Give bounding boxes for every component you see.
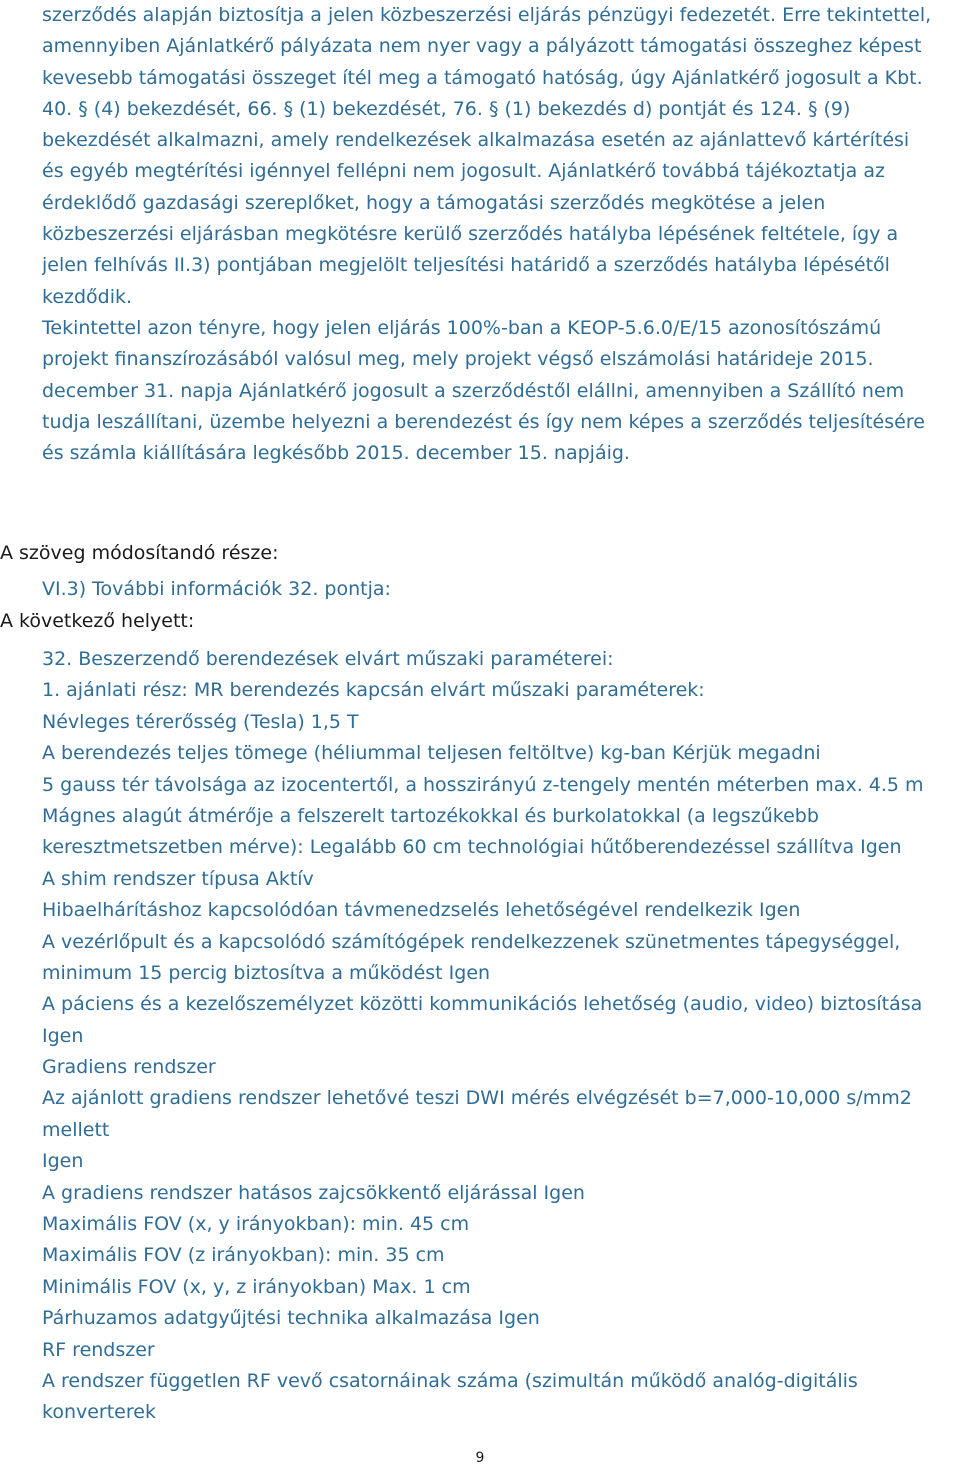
spec-line: RF rendszer xyxy=(42,1338,155,1361)
intro-paragraph xyxy=(42,0,942,469)
spec-line: A vezérlőpult és a kapcsolódó számítógépek rendelkezzenek szünetmentes tápegységgel, xyxy=(42,930,901,953)
spec-line: Az ajánlott gradiens rendszer lehetővé teszi DWI mérés elvégzését b=7,000-10,000 s/mm2 xyxy=(42,1087,912,1110)
spec-line: 1. ajánlati rész: MR berendezés kapcsán elvárt műszaki paraméterek: xyxy=(42,679,705,702)
spec-line: A páciens és a kezelőszemélyzet közötti kommunikációs lehetőség (audio, video) biztosítása xyxy=(42,993,923,1016)
heading-instead: A következő helyett: xyxy=(0,610,195,632)
spec-line: Névleges térerősség (Tesla) 1,5 T xyxy=(42,710,359,733)
intro-line: bekezdését alkalmazni, amely rendelkezések alkalmazása esetén az ajánlattevő kártérítési xyxy=(42,129,910,152)
spec-line: A gradiens rendszer hatásos zajcsökkentő eljárással Igen xyxy=(42,1181,585,1204)
spec-line: mellett xyxy=(42,1118,110,1141)
intro-line: és egyéb megtérítési igénnyel fellépni nem jogosult. Ajánlatkérő továbbá tájékoztatja az xyxy=(42,160,885,183)
intro-line: 40. § (4) bekezdését, 66. § (1) bekezdését, 76. § (1) bekezdés d) pontját és 124. § (9) xyxy=(42,97,851,120)
intro-line: szerződés alapján biztosítja a jelen közbeszerzési eljárás pénzügyi fedezetét. Erre tekintettel, xyxy=(42,4,932,26)
page-number: 9 xyxy=(475,1450,485,1466)
intro-line: közbeszerzési eljárásban megkötésre kerülő szerződés hatályba lépésének feltétele, így a xyxy=(42,223,899,246)
spec-line: konverterek xyxy=(42,1401,156,1424)
spec-line: Igen xyxy=(42,1150,84,1173)
intro-line: projekt finanszírozásából valósul meg, mely projekt végső elszámolási határideje 2015. xyxy=(42,348,874,371)
intro-line: amennyiben Ajánlatkérő pályázata nem nyer vagy a pályázott támogatási összeghez képest xyxy=(42,35,922,58)
intro-line: kezdődik. xyxy=(42,285,133,308)
section-reference: VI.3) További információk 32. pontja: xyxy=(42,578,391,600)
intro-line: és számla kiállítására legkésőbb 2015. december 15. napjáig. xyxy=(42,442,630,465)
spec-line: Maximális FOV (z irányokban): min. 35 cm xyxy=(42,1244,445,1267)
intro-line: december 31. napja Ajánlatkérő jogosult a szerződéstől elállni, amennyiben a Szállító nem xyxy=(42,379,905,402)
spec-line: Gradiens rendszer xyxy=(42,1056,216,1079)
spec-line: 32. Beszerzendő berendezések elvárt műszaki paraméterei: xyxy=(42,648,614,670)
spec-list xyxy=(42,644,942,1429)
spec-line: 5 gauss tér távolsága az izocentertől, a hosszirányú z-tengely mentén méterben max. 4.5 m xyxy=(42,773,924,796)
spec-line: Mágnes alagút átmérője a felszerelt tartozékokkal és burkolatokkal (a legszűkebb xyxy=(42,804,819,827)
heading-modify: A szöveg módosítandó része: xyxy=(0,542,279,564)
intro-line: tudja leszállítani, üzembe helyezni a berendezést és így nem képes a szerződés teljesítésére xyxy=(42,410,925,433)
spec-line: Minimális FOV (x, y, z irányokban) Max. 1 cm xyxy=(42,1275,471,1298)
spec-line: keresztmetszetben mérve): Legalább 60 cm technológiai hűtőberendezéssel szállítva Igen xyxy=(42,836,902,859)
spec-line: Párhuzamos adatgyűjtési technika alkalmazása Igen xyxy=(42,1307,540,1330)
spec-line: A berendezés teljes tömege (héliummal teljesen feltöltve) kg-ban Kérjük megadni xyxy=(42,742,821,765)
spec-line: Igen xyxy=(42,1024,84,1047)
spec-line: A shim rendszer típusa Aktív xyxy=(42,867,314,890)
spec-line: Hibaelhárításhoz kapcsolódóan távmenedzselés lehetőségével rendelkezik Igen xyxy=(42,899,801,922)
spec-line: A rendszer független RF vevő csatornáinak száma (szimultán működő analóg-digitális xyxy=(42,1369,858,1392)
spec-line: minimum 15 percig biztosítva a működést Igen xyxy=(42,961,491,984)
intro-line: kevesebb támogatási összeget ítél meg a támogató hatóság, úgy Ajánlatkérő jogosult a Kbt. xyxy=(42,66,923,89)
intro-line: érdeklődő gazdasági szereplőket, hogy a támogatási szerződés megkötése a jelen xyxy=(42,191,826,214)
spec-line: Maximális FOV (x, y irányokban): min. 45 cm xyxy=(42,1213,470,1236)
intro-line: Tekintettel azon tényre, hogy jelen eljárás 100%-ban a KEOP-5.6.0/E/15 azonosítószámú xyxy=(42,316,882,339)
intro-line: jelen felhívás II.3) pontjában megjelölt teljesítési határidő a szerződés hatályba lépésétől xyxy=(42,254,890,277)
